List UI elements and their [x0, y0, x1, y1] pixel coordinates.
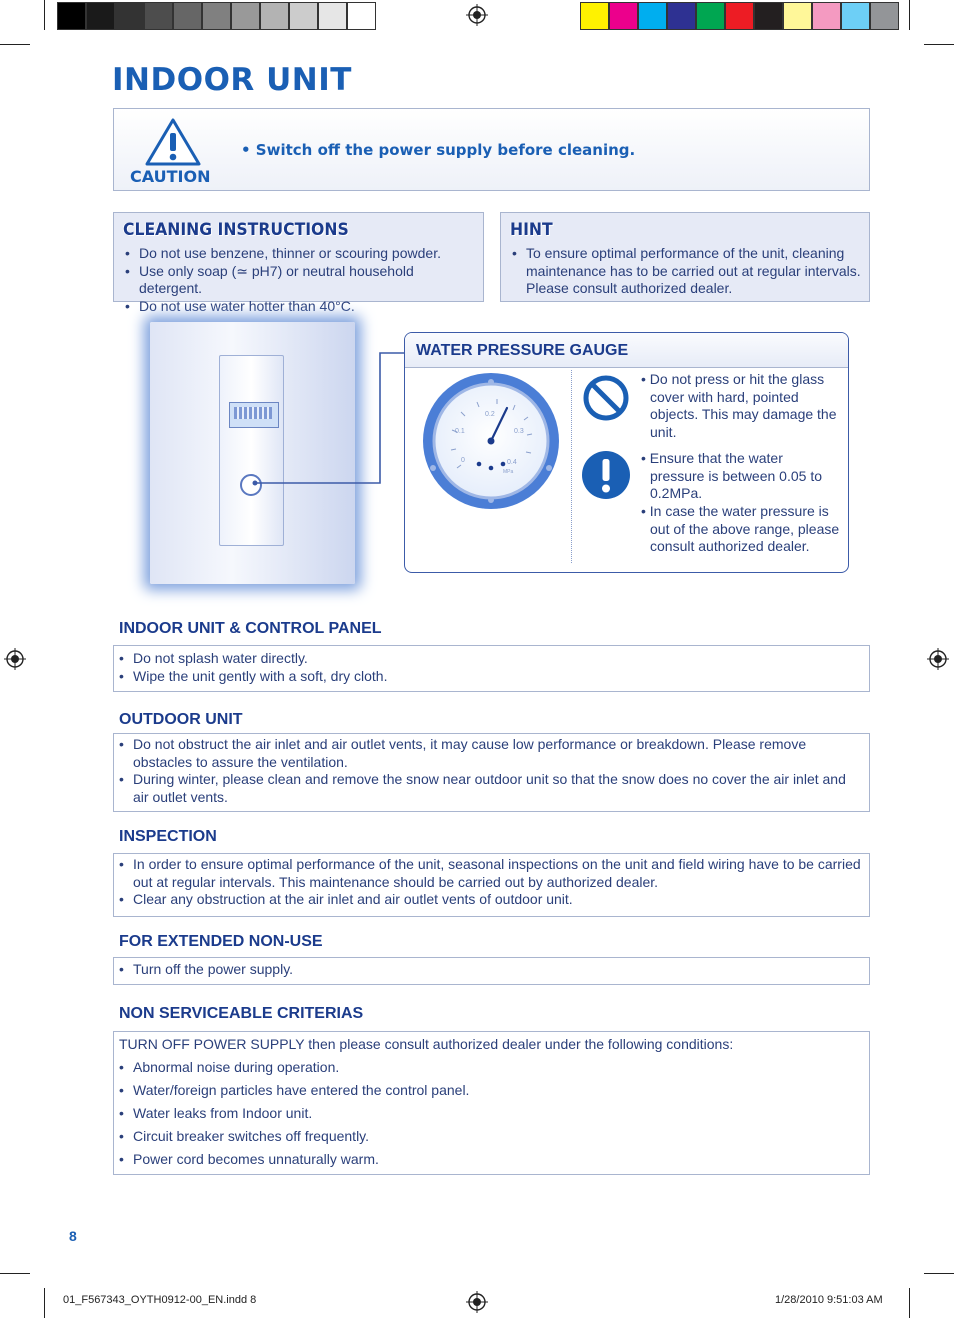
color-swatch	[725, 2, 754, 30]
section-title-inspection: INSPECTION	[119, 828, 217, 845]
color-swatch	[638, 2, 667, 30]
gray-swatch	[347, 2, 376, 30]
dial-label: 0	[461, 457, 465, 464]
section-box-non-use	[113, 957, 870, 985]
gauge-note-pressure: • Ensure that the water pressure is between 0.05 to 0.2MPa.	[641, 450, 822, 501]
section-box-control-panel	[113, 645, 870, 692]
list-item: • In order to ensure optimal performance of the unit, seasonal inspections on the unit and field wiring have to be carried out at regular intervals. This maintenance should be carried out by authorized dealer.	[117, 856, 861, 891]
gauge-title: WATER PRESSURE GAUGE	[416, 342, 629, 359]
list-item: • Circuit breaker switches off frequently.	[117, 1128, 861, 1146]
color-swatch	[870, 2, 899, 30]
color-swatch	[812, 2, 841, 30]
crop-mark	[0, 1273, 30, 1274]
list-item: • Do not use water hotter than 40°C.	[123, 298, 475, 316]
hint-box	[500, 212, 870, 302]
color-swatch	[667, 2, 696, 30]
list-item: • Water leaks from Indoor unit.	[117, 1105, 861, 1123]
dial-label: 0.4	[507, 459, 517, 466]
gray-swatch	[144, 2, 173, 30]
water-pressure-gauge-box	[404, 332, 849, 573]
list-item: • Do not obstruct the air inlet and air outlet vents, it may cause low performance or breakdown. Please remove obstacles to assure the ventilation.	[117, 736, 861, 771]
list-item: • Turn off the power supply.	[117, 961, 861, 979]
dial-label: 0.3	[514, 428, 524, 435]
section-box-inspection	[113, 853, 870, 917]
crop-mark	[44, 1288, 45, 1318]
dial-label: 0.2	[485, 411, 495, 418]
caution-label: CAUTION	[130, 167, 211, 186]
section-title-non-use: FOR EXTENDED NON-USE	[119, 933, 323, 950]
section-title-control-panel: INDOOR UNIT & CONTROL PANEL	[119, 620, 382, 637]
color-swatch	[580, 2, 609, 30]
registration-mark-icon	[4, 648, 26, 670]
crop-mark	[909, 0, 910, 30]
section-title-outdoor: OUTDOOR UNIT	[119, 711, 243, 728]
warning-triangle-icon	[144, 117, 202, 167]
crop-mark	[909, 1288, 910, 1318]
warning-exclamation-icon	[582, 451, 630, 499]
gray-swatch	[202, 2, 231, 30]
caution-text: • Switch off the power supply before cleaning.	[241, 141, 636, 159]
hint-title: HINT	[510, 220, 553, 240]
color-swatch	[783, 2, 812, 30]
list-item: • Do not splash water directly.	[117, 650, 861, 668]
footer-timestamp: 1/28/2010 9:51:03 AM	[775, 1294, 883, 1306]
gray-swatch	[173, 2, 202, 30]
list-item: • Do not use benzene, thinner or scouring powder.	[123, 245, 475, 263]
footer-filename: 01_F567343_OYTH0912-00_EN.indd 8	[63, 1294, 257, 1306]
prohibited-icon	[582, 374, 630, 422]
gauge-divider	[571, 370, 572, 563]
dial-unit-label: MPa	[503, 469, 514, 475]
list-item: • Clear any obstruction at the air inlet and air outlet vents of outdoor unit.	[117, 891, 861, 909]
list-item: • To ensure optimal performance of the unit, cleaning maintenance has to be carried out at regular intervals. Please consult authorized dealer.	[510, 245, 861, 298]
color-swatch	[841, 2, 870, 30]
gray-swatch	[86, 2, 115, 30]
gray-swatch	[318, 2, 347, 30]
list-item: • Water/foreign particles have entered the control panel.	[117, 1082, 861, 1100]
color-swatch	[696, 2, 725, 30]
cleaning-instructions-title: CLEANING INSTRUCTIONS	[123, 220, 349, 240]
color-swatch	[609, 2, 638, 30]
gauge-note-range: • In case the water pressure is out of the above range, please consult authorized dealer.	[641, 503, 840, 554]
color-swatch	[754, 2, 783, 30]
section-title-non-serviceable: NON SERVICEABLE CRITERIAS	[119, 1005, 364, 1022]
pressure-gauge-icon	[421, 370, 561, 512]
crop-mark	[44, 0, 45, 30]
gauge-note-prohibit: • Do not press or hit the glass cover with hard, pointed objects. This may damage the unit.	[641, 371, 837, 440]
registration-mark-icon	[466, 4, 488, 26]
page-number: 8	[69, 1228, 77, 1244]
section-box-outdoor	[113, 733, 870, 812]
registration-mark-icon	[927, 648, 949, 670]
caution-box	[113, 108, 870, 191]
list-item: • Abnormal noise during operation.	[117, 1059, 861, 1077]
gray-swatch	[289, 2, 318, 30]
crop-mark	[924, 44, 954, 45]
list-item: • Use only soap (≃ pH7) or neutral household detergent.	[123, 263, 475, 298]
registration-mark-icon	[466, 1291, 488, 1313]
cleaning-instructions-box	[113, 212, 484, 314]
gray-swatch	[115, 2, 144, 30]
gray-swatch	[57, 2, 86, 30]
list-item: • Power cord becomes unnaturally warm.	[117, 1151, 861, 1169]
callout-line	[250, 345, 410, 495]
non-serviceable-intro: TURN OFF POWER SUPPLY then please consult authorized dealer under the following conditions:	[119, 1036, 734, 1052]
list-item: • Wipe the unit gently with a soft, dry cloth.	[117, 668, 861, 686]
page-title: INDOOR UNIT	[112, 62, 352, 98]
gauge-header	[405, 333, 848, 368]
list-item: • During winter, please clean and remove the snow near outdoor unit so that the snow does no cover the air inlet and air outlet vents.	[117, 771, 861, 806]
dial-label: 0.1	[455, 428, 465, 435]
gray-swatch	[260, 2, 289, 30]
gray-swatch	[231, 2, 260, 30]
crop-mark	[924, 1273, 954, 1274]
crop-mark	[0, 44, 30, 45]
section-box-non-serviceable	[113, 1031, 870, 1175]
